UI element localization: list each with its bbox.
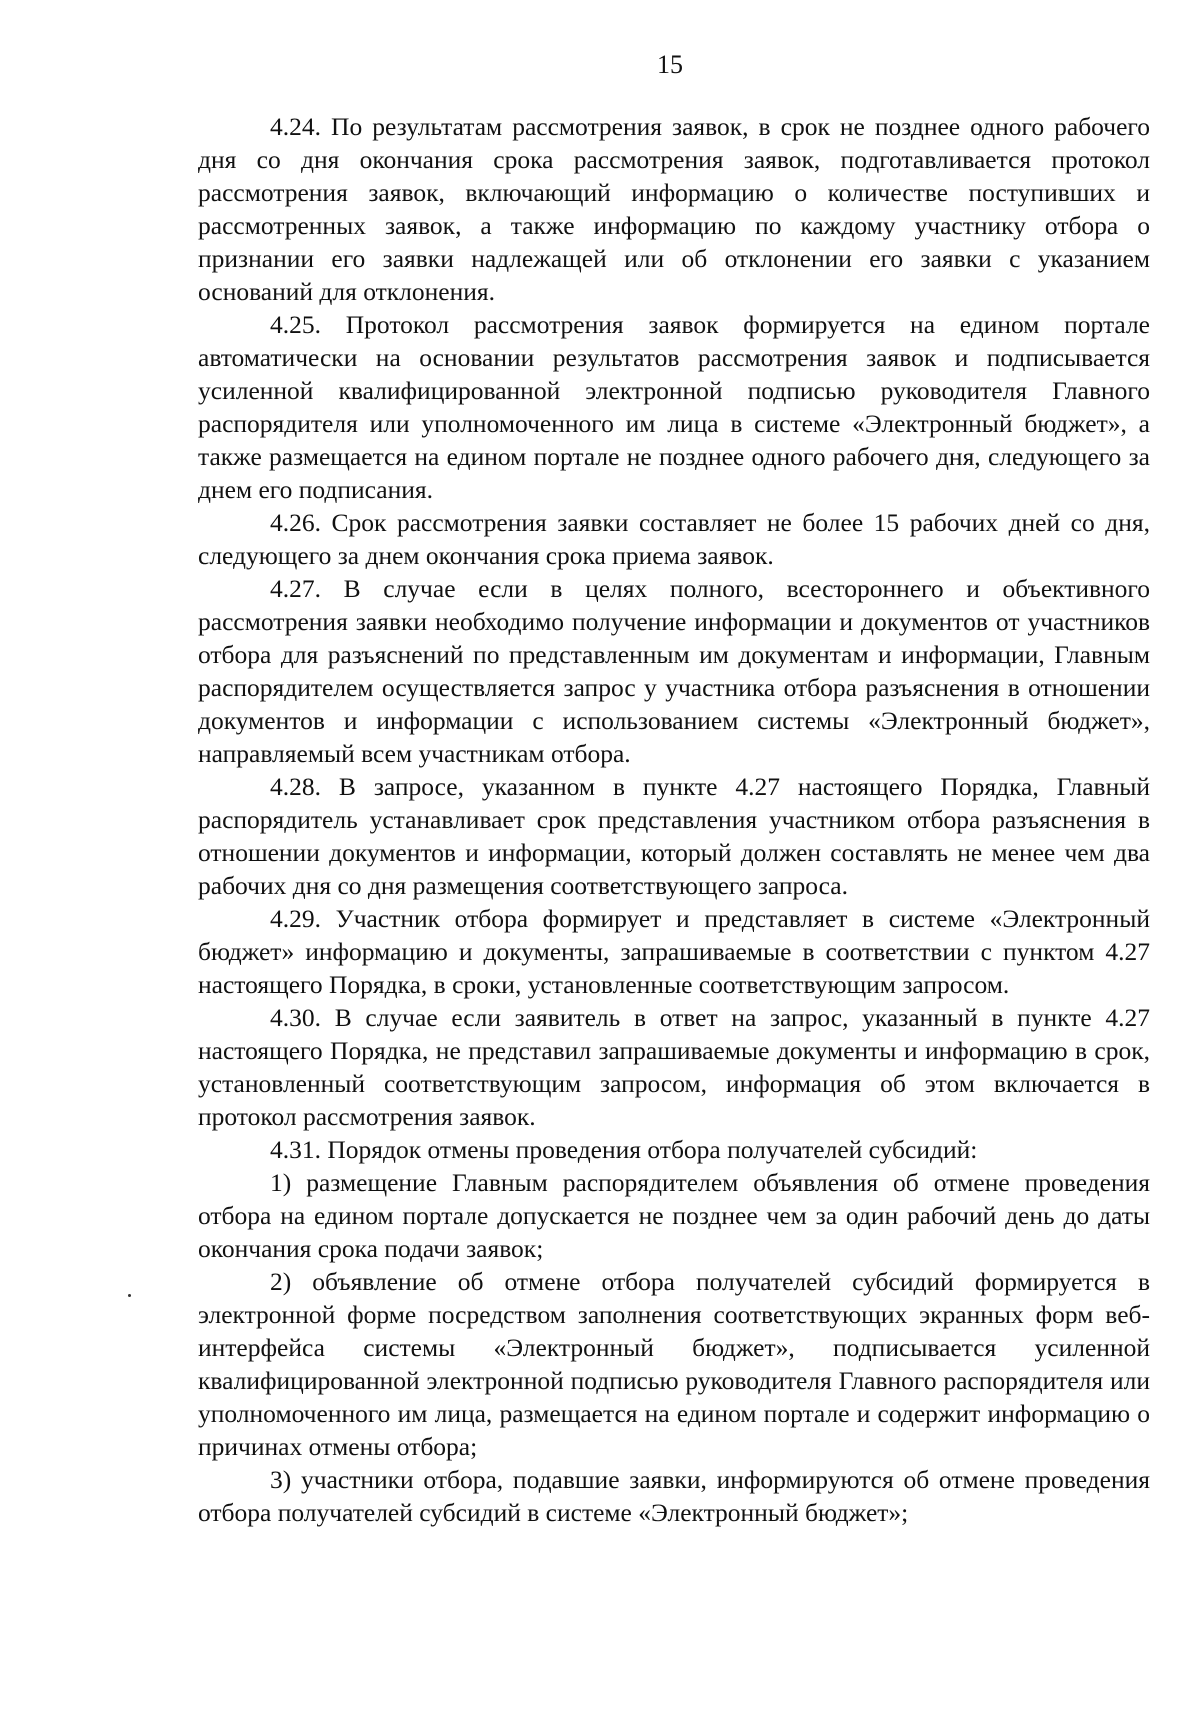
page-number: 15 xyxy=(657,50,683,79)
paragraph-4-24: 4.24. По результатам рассмотрения заявок, в срок не позднее одного рабочего дня со дня окончания срока рассмотрения заявок, подготавливается протокол рассмотрения заявок, включающий информацию о количестве поступивших и рассмотренных заявок, а также информацию по каждому участнику отбора о признании его заявки надлежащей или об отклонении его заявки с указанием оснований для отклонения. xyxy=(198,112,1150,306)
paragraph-4-28: 4.28. В запросе, указанном в пункте 4.27 настоящего Порядка, Главный распорядитель устанавливает срок представления участником отбора разъяснения в отношении документов и информации, который должен составлять не менее чем два рабочих дня со дня размещения соответствующего запроса. xyxy=(198,772,1150,900)
list-item-2: 2) объявление об отмене отбора получателей субсидий формируется в электронной форме посредством заполнения соответствующих экранных форм веб-интерфейса системы «Электронный бюджет», подписывается усиленной квалифицированной электронной подписью руководителя Главного распорядителя или уполномоченного им лица, размещается на едином портале и содержит информацию о причинах отмены отбора; xyxy=(198,1267,1150,1461)
paragraph-4-31: 4.31. Порядок отмены проведения отбора получателей субсидий: xyxy=(270,1135,978,1164)
paragraph-4-30: 4.30. В случае если заявитель в ответ на запрос, указанный в пункте 4.27 настоящего Порядка, не представил запрашиваемые документы и информацию в срок, установленный соответствующим запросом, информация об этом включается в протокол рассмотрения заявок. xyxy=(198,1003,1150,1131)
paragraph-4-29: 4.29. Участник отбора формирует и представляет в системе «Электронный бюджет» информацию и документы, запрашиваемые в соответствии с пунктом 4.27 настоящего Порядка, в сроки, установленные соответствующим запросом. xyxy=(198,904,1150,999)
paragraph-4-27: 4.27. В случае если в целях полного, всестороннего и объективного рассмотрения заявки необходимо получение информации и документов от участников отбора для разъяснений по представленным им документам и информации, Главным распорядителем осуществляется запрос у участника отбора разъяснения в отношении документов и информации с использованием системы «Электронный бюджет», направляемый всем участникам отбора. xyxy=(198,574,1150,768)
paragraph-4-26: 4.26. Срок рассмотрения заявки составляет не более 15 рабочих дней со дня, следующего за днем окончания срока приема заявок. xyxy=(198,508,1150,570)
list-item-1: 1) размещение Главным распорядителем объявления об отмене проведения отбора на едином портале допускается не позднее чем за один рабочий день до даты окончания срока подачи заявок; xyxy=(198,1168,1150,1263)
list-item-3: 3) участники отбора, подавшие заявки, информируются об отмене проведения отбора получателей субсидий в системе «Электронный бюджет»; xyxy=(198,1465,1150,1527)
scan-artifact-dot xyxy=(128,1294,131,1297)
document-body xyxy=(198,110,1150,1529)
paragraph-4-25: 4.25. Протокол рассмотрения заявок формируется на едином портале автоматически на основании результатов рассмотрения заявок и подписывается усиленной квалифицированной электронной подписью руководителя Главного распорядителя или уполномоченного им лица в системе «Электронный бюджет», а также размещается на едином портале не позднее одного рабочего дня, следующего за днем его подписания. xyxy=(198,310,1150,504)
